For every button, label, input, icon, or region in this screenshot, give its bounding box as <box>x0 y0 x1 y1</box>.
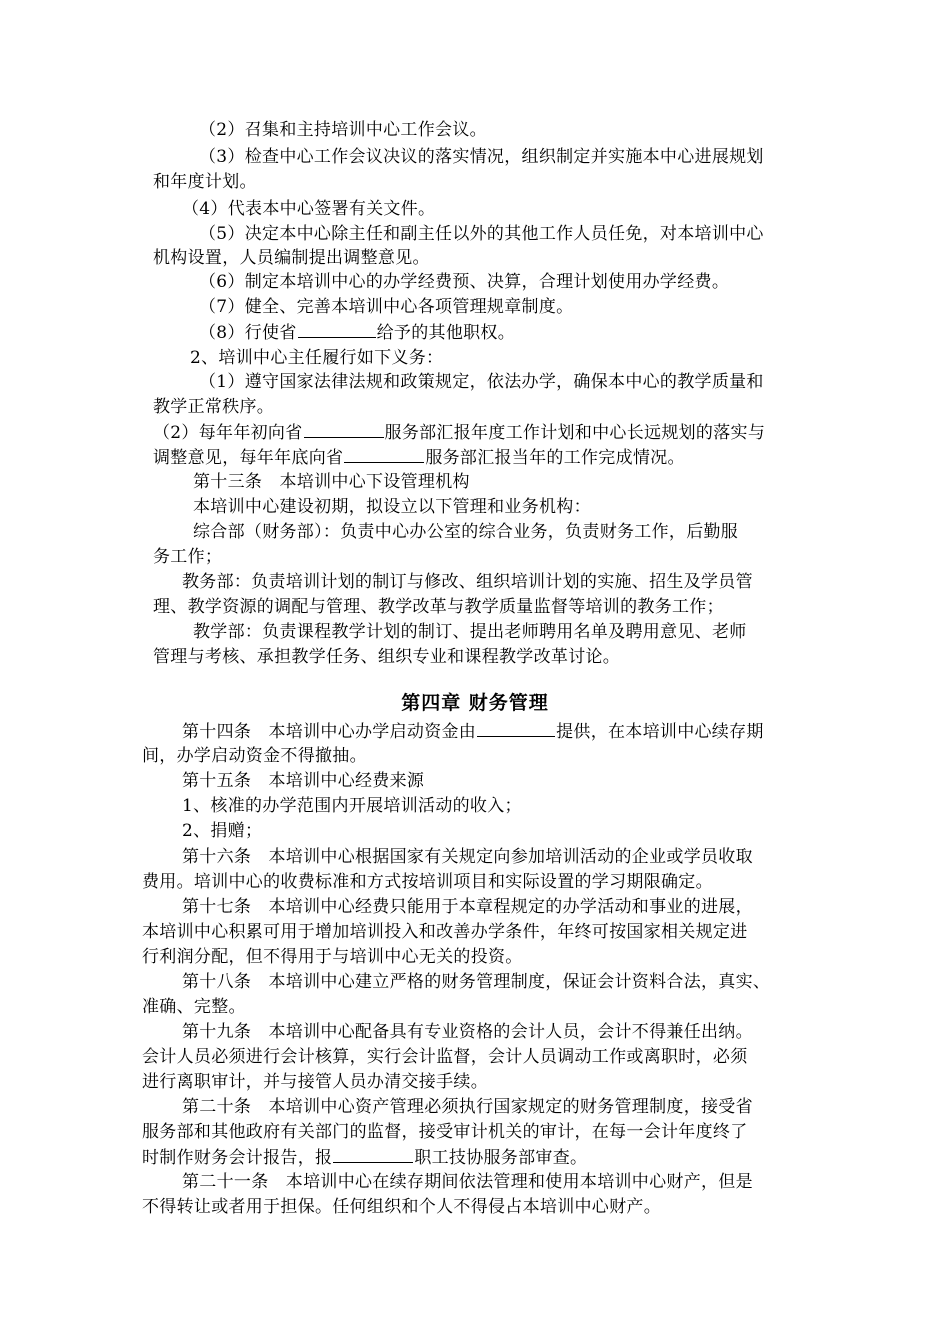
power-item-5: （5）决定本中心除主任和副主任以外的其他工作人员任免，对本培训中心 <box>199 224 764 244</box>
power-item-2: （2）召集和主持培训中心工作会议。 <box>199 120 487 140</box>
duty-item-2-cont-post: 服务部汇报当年的工作完成情况。 <box>425 448 685 468</box>
article-13-intro: 本培训中心建设初期，拟设立以下管理和业务机构： <box>193 497 591 517</box>
article-20-cont-2 <box>142 1145 587 1170</box>
article-20-post: 职工技协服务部审查。 <box>414 1148 588 1168</box>
article-15-heading: 第十五条 本培训中心经费来源 <box>182 771 425 791</box>
dept-general-cont: 务工作； <box>153 547 223 567</box>
blank-field <box>477 719 555 737</box>
article-19-cont-2: 进行离职审计，并与接管人员办清交接手续。 <box>142 1072 488 1092</box>
article-17: 第十七条 本培训中心经费只能用于本章程规定的办学活动和事业的进展， <box>182 897 753 917</box>
power-item-6: （6）制定本培训中心的办学经费预、决算，合理计划使用办学经费。 <box>199 272 730 292</box>
power-item-8-pre: （8）行使省 <box>199 323 297 343</box>
article-13-heading: 第十三条 本培训中心下设管理机构 <box>193 472 470 492</box>
blank-field <box>304 420 384 438</box>
duty-item-2-post: 服务部汇报年度工作计划和中心长远规划的落实与 <box>384 423 766 443</box>
article-15-item-2: 2、捐赠； <box>182 821 263 841</box>
dept-teaching: 教学部：负责课程教学计划的制订、提出老师聘用名单及聘用意见、老师 <box>193 622 747 642</box>
dept-teaching-cont: 管理与考核、承担教学任务、组织专业和课程教学改革讨论。 <box>153 647 621 667</box>
article-21: 第二十一条 本培训中心在续存期间依法管理和使用本培训中心财产，但是 <box>182 1172 753 1192</box>
power-item-3-cont: 和年度计划。 <box>153 172 257 192</box>
article-16-cont: 费用。培训中心的收费标准和方式按培训项目和实际设置的学习期限确定。 <box>142 872 713 892</box>
article-19-cont-1: 会计人员必须进行会计核算，实行会计监督，会计人员调动工作或离职时，必须 <box>142 1047 748 1067</box>
duty-item-1-cont: 教学正常秩序。 <box>153 397 275 417</box>
power-item-4: （4）代表本中心签署有关文件。 <box>182 199 436 219</box>
duty-item-2-pre: （2）每年年初向省 <box>153 423 303 443</box>
power-item-8 <box>199 320 515 345</box>
dept-academic: 教务部：负责培训计划的制订与修改、组织培训计划的实施、招生及学员管 <box>182 572 753 592</box>
article-20-cont-1: 服务部和其他政府有关部门的监督，接受审计机关的审计，在每一会计年度终了 <box>142 1122 748 1142</box>
article-19: 第十九条 本培训中心配备具有专业资格的会计人员，会计不得兼任出纳。 <box>182 1022 753 1042</box>
duty-item-2-cont <box>153 445 685 470</box>
power-item-7: （7）健全、完善本培训中心各项管理规章制度。 <box>199 297 574 317</box>
power-item-3: （3）检查中心工作会议决议的落实情况，组织制定并实施本中心进展规划 <box>199 147 764 167</box>
article-14-post: 提供，在本培训中心续存期 <box>556 722 764 742</box>
article-17-cont-1: 本培训中心积累可用于增加培训投入和改善办学条件，年终可按国家相关规定进 <box>142 922 748 942</box>
article-17-cont-2: 行利润分配，但不得用于与培训中心无关的投资。 <box>142 947 523 967</box>
dept-general: 综合部（财务部）：负责中心办公室的综合业务，负责财务工作，后勤服 <box>193 522 739 542</box>
article-18-cont: 准确、完整。 <box>142 997 246 1017</box>
duties-heading: 2、培训中心主任履行如下义务： <box>190 348 444 368</box>
blank-field <box>298 320 376 338</box>
article-14-pre: 第十四条 本培训中心办学启动资金由 <box>182 722 477 742</box>
article-20: 第二十条 本培训中心资产管理必须执行国家规定的财务管理制度，接受省 <box>182 1097 753 1117</box>
article-16: 第十六条 本培训中心根据国家有关规定向参加培训活动的企业或学员收取 <box>182 847 753 867</box>
dept-academic-cont: 理、教学资源的调配与管理、教学改革与教学质量监督等培训的教务工作； <box>153 597 724 617</box>
power-item-5-cont: 机构设置，人员编制提出调整意见。 <box>153 248 430 268</box>
article-21-cont: 不得转让或者用于担保。任何组织和个人不得侵占本培训中心财产。 <box>142 1197 661 1217</box>
blank-field <box>333 1145 413 1163</box>
duty-item-1: （1）遵守国家法律法规和政策规定，依法办学，确保本中心的教学质量和 <box>199 372 764 392</box>
duty-item-2 <box>153 420 765 445</box>
blank-field <box>344 445 424 463</box>
article-18: 第十八条 本培训中心建立严格的财务管理制度，保证会计资料合法，真实、 <box>182 972 771 992</box>
duty-item-2-cont-pre: 调整意见，每年年底向省 <box>153 448 344 468</box>
article-14-cont: 间，办学启动资金不得撤抽。 <box>142 746 367 766</box>
article-20-pre: 时制作财务会计报告，报 <box>142 1148 333 1168</box>
article-15-item-1: 1、核准的办学范围内开展培训活动的收入； <box>182 796 522 816</box>
chapter-title: 第四章 财务管理 <box>401 692 549 714</box>
article-14 <box>182 719 764 744</box>
power-item-8-post: 给予的其他职权。 <box>376 323 516 343</box>
